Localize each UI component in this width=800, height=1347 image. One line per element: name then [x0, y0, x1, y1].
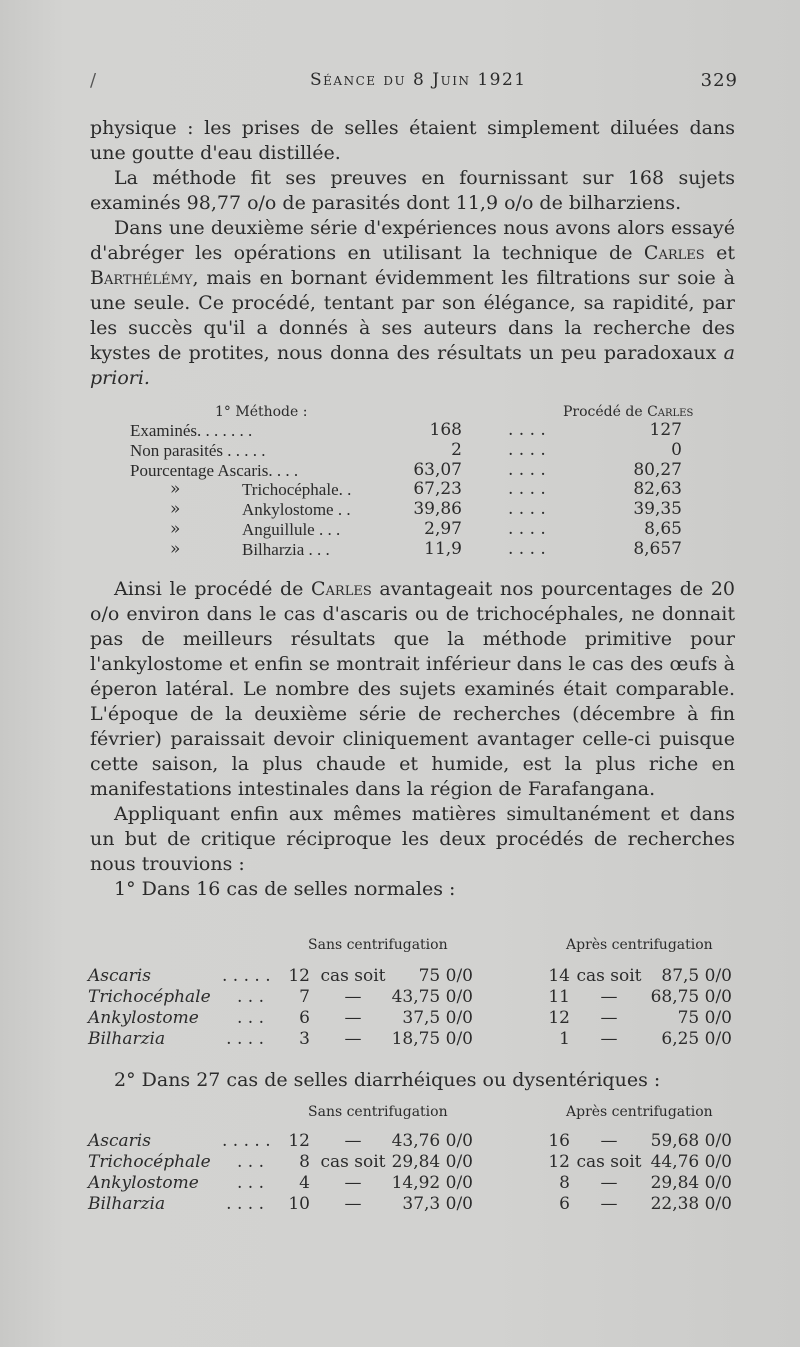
table1-value-carles: 80,27 — [633, 460, 682, 480]
table1-value-methode: 2 — [451, 440, 462, 460]
table3-apres-mid: — — [600, 1194, 618, 1214]
table1-ditto-mark: » — [170, 499, 181, 519]
table1-value-carles: 82,63 — [633, 479, 682, 499]
table1-row-label: Anguillule . . . — [242, 520, 341, 539]
table2-apres-count: 1 — [559, 1029, 570, 1049]
table3-row-name: Bilharzia — [88, 1194, 166, 1214]
table3-apres-count: 16 — [548, 1131, 570, 1151]
table2-row-dots: . . . . — [226, 1029, 264, 1049]
table2-apres-mid: — — [600, 1008, 618, 1028]
paragraph-7: 2° Dans 27 cas de selles diarrhéiques ou dysentériques : — [114, 1069, 661, 1091]
table2-sans-count: 7 — [299, 987, 310, 1007]
table2-sans-pct: 37,5 0/0 — [402, 1008, 473, 1028]
table3-sans-mid: — — [344, 1173, 362, 1193]
table1-value-carles: 8,65 — [644, 519, 682, 539]
table2-sans-count: 12 — [288, 966, 310, 986]
table3-sans-pct: 14,92 0/0 — [391, 1173, 473, 1193]
table1-value-methode: 67,23 — [413, 479, 462, 499]
author-carles-2: Carles — [311, 578, 372, 600]
table1-value-carles: 8,657 — [633, 539, 682, 559]
header-title: Séance du 8 Juin 1921 — [310, 70, 527, 90]
paragraph-6: 1° Dans 16 cas de selles normales : — [114, 878, 456, 900]
table3-row-name: Trichocéphale — [88, 1152, 211, 1172]
table1-value-methode: 63,07 — [413, 460, 462, 480]
table3-sans-mid: — — [344, 1194, 362, 1214]
table1-dots: . . . . — [508, 499, 546, 519]
table3-row-name: Ascaris — [88, 1131, 151, 1151]
table3-row-dots: . . . — [236, 1152, 264, 1172]
table3-sans-count: 8 — [299, 1152, 310, 1172]
table1-row-label: Pourcentage Ascaris. . . . — [130, 461, 299, 480]
table3-sans-count: 4 — [299, 1173, 310, 1193]
table2-row-dots: . . . . . — [222, 966, 271, 986]
table1-value-carles: 127 — [649, 420, 682, 440]
table3-row-dots: . . . . — [226, 1194, 264, 1214]
table3-apres-pct: 29,84 0/0 — [650, 1173, 732, 1193]
table3-row-name: Ankylostome — [88, 1173, 199, 1193]
table2-row-dots: . . . — [236, 1008, 264, 1028]
table1-ditto-mark: » — [170, 539, 181, 559]
margin-mark: / — [90, 70, 98, 91]
table3-row-dots: . . . . . — [222, 1131, 271, 1151]
table2-sans-pct: 43,75 0/0 — [391, 987, 473, 1007]
table1-row-label: Examinés. . . . . . . — [130, 421, 253, 440]
table1-value-methode: 11,9 — [424, 539, 462, 559]
table2-apres-count: 12 — [548, 1008, 570, 1028]
table2-row-name: Trichocéphale — [88, 987, 211, 1007]
table3-apres-count: 8 — [559, 1173, 570, 1193]
text-block-top — [90, 116, 735, 391]
table2-sans-count: 6 — [299, 1008, 310, 1028]
table3-apres-pct: 59,68 0/0 — [650, 1131, 732, 1151]
table3-apres-pct: 22,38 0/0 — [650, 1194, 732, 1214]
table1-dots: . . . . — [508, 420, 546, 440]
table1-dots: . . . . — [508, 460, 546, 480]
table1-value-methode: 168 — [429, 420, 462, 440]
table3-row-dots: . . . — [236, 1173, 264, 1193]
table2-sans-mid: cas soit — [320, 966, 386, 986]
table2-sans-pct: 18,75 0/0 — [391, 1029, 473, 1049]
table2-apres-pct: 75 0/0 — [677, 1008, 732, 1028]
table3-sans-mid: cas soit — [320, 1152, 386, 1172]
table2-sans-count: 3 — [299, 1029, 310, 1049]
table1-head-right-b: Carles — [647, 404, 694, 420]
a-priori: a priori. — [90, 342, 735, 389]
table2-sans-pct: 75 0/0 — [418, 966, 473, 986]
table2-row-name: Ascaris — [88, 966, 151, 986]
table2-apres-count: 14 — [548, 966, 570, 986]
table3-apres-count: 6 — [559, 1194, 570, 1214]
table3-apres-pct: 44,76 0/0 — [650, 1152, 732, 1172]
table2-apres-pct: 6,25 0/0 — [661, 1029, 732, 1049]
table2-sans-mid: — — [344, 1029, 362, 1049]
table3-sans-pct: 37,3 0/0 — [402, 1194, 473, 1214]
table1-value-carles: 39,35 — [633, 499, 682, 519]
table1-value-methode: 2,97 — [424, 519, 462, 539]
author-carles: Carles — [643, 242, 705, 264]
table1-value-carles: 0 — [671, 440, 682, 460]
table2-apres-mid: cas soit — [576, 966, 642, 986]
table1-row-label: Trichocéphale. . — [242, 480, 352, 499]
table3-sans-mid: — — [344, 1131, 362, 1151]
table1-ditto-mark: » — [170, 519, 181, 539]
paragraph-1: physique : les prises de selles étaient simplement diluées dans une goutte d'eau distillée. — [90, 117, 735, 164]
table2-head-sans: Sans centrifugation — [308, 937, 448, 953]
table1-dots: . . . . — [508, 440, 546, 460]
paragraph-3 — [90, 216, 735, 391]
table2-row-dots: . . . — [236, 987, 264, 1007]
paragraph-4-text-b: avantageait nos pourcentages de 20 o/o environ dans le cas d'ascaris ou de trichocéphales, ne donnait pas de meilleurs résultats que la méthode primitive pour l'ankylostome et enfin se montrait inférieur dans le cas des œufs à éperon latéral. Le nombre des sujets examinés était comparable. L'époque de la deuxième série de recherches (décembre à fin février) paraissait devoir cliniquement avantager celle-ci puisque cette saison, la plus chaude et humide, est la plus riche en manifestations intestinales dans la région de Farafangana. — [90, 578, 735, 800]
table2-row-name: Ankylostome — [88, 1008, 199, 1028]
paragraph-2: La méthode fit ses preuves en fournissant sur 168 sujets examinés 98,77 o/o de parasités dont 11,9 o/o de bilharziens. — [90, 167, 735, 214]
table1-dots: . . . . — [508, 539, 546, 559]
table2-head-apres: Après centrifugation — [566, 937, 713, 953]
page-number: 329 — [700, 70, 738, 91]
paragraph-3-text-c: , mais en bornant évidemment les filtrations sur soie à une seule. Ce procédé, tentant par son élégance, sa rapidité, par les succès qu'il a donnés à ses auteurs dans la recherche des kystes de protites, nous donna des résultats un peu paradoxaux — [90, 267, 735, 364]
table1-ditto-mark: » — [170, 479, 181, 499]
table2-apres-mid: — — [600, 987, 618, 1007]
table1-value-methode: 39,86 — [413, 499, 462, 519]
paragraph-4-text-a: Ainsi le procédé de — [114, 578, 311, 600]
table3-sans-count: 12 — [288, 1131, 310, 1151]
table1-dots: . . . . — [508, 519, 546, 539]
table3-sans-pct: 43,76 0/0 — [391, 1131, 473, 1151]
text-block-middle — [90, 577, 735, 902]
table2-apres-mid: — — [600, 1029, 618, 1049]
table3-sans-pct: 29,84 0/0 — [391, 1152, 473, 1172]
table1-dots: . . . . — [508, 479, 546, 499]
table2-apres-count: 11 — [548, 987, 570, 1007]
table3-apres-count: 12 — [548, 1152, 570, 1172]
table1-head-right-a: Procédé de — [563, 404, 648, 420]
table3-apres-mid: — — [600, 1131, 618, 1151]
table2-sans-mid: — — [344, 1008, 362, 1028]
table3-apres-mid: — — [600, 1173, 618, 1193]
table1-head-left: 1° Méthode : — [215, 404, 308, 420]
text-block-lower — [90, 1068, 735, 1093]
table2-row-name: Bilharzia — [88, 1029, 166, 1049]
table2-sans-mid: — — [344, 987, 362, 1007]
running-header — [90, 70, 738, 96]
paragraph-3-text-b: et — [704, 242, 735, 264]
table1-row-label: Non parasités . . . . . — [130, 441, 266, 460]
table2-apres-pct: 87,5 0/0 — [661, 966, 732, 986]
table1-row-label: Bilharzia . . . — [242, 540, 330, 559]
author-barthelemy: Barthélémy — [90, 267, 193, 289]
table3-apres-mid: cas soit — [576, 1152, 642, 1172]
paragraph-5: Appliquant enfin aux mêmes matières simultanément et dans un but de critique réciproque les deux procédés de recherches nous trouvions : — [90, 803, 735, 875]
paragraph-4 — [90, 577, 735, 802]
table2-apres-pct: 68,75 0/0 — [650, 987, 732, 1007]
table3-head-sans: Sans centrifugation — [308, 1104, 448, 1120]
table3-head-apres: Après centrifugation — [566, 1104, 713, 1120]
table3-sans-count: 10 — [288, 1194, 310, 1214]
paragraph-3-text-a: Dans une deuxième série d'expériences nous avons alors essayé d'abréger les opérations en utilisant la technique de — [90, 217, 735, 264]
table1-row-label: Ankylostome . . — [242, 500, 351, 519]
